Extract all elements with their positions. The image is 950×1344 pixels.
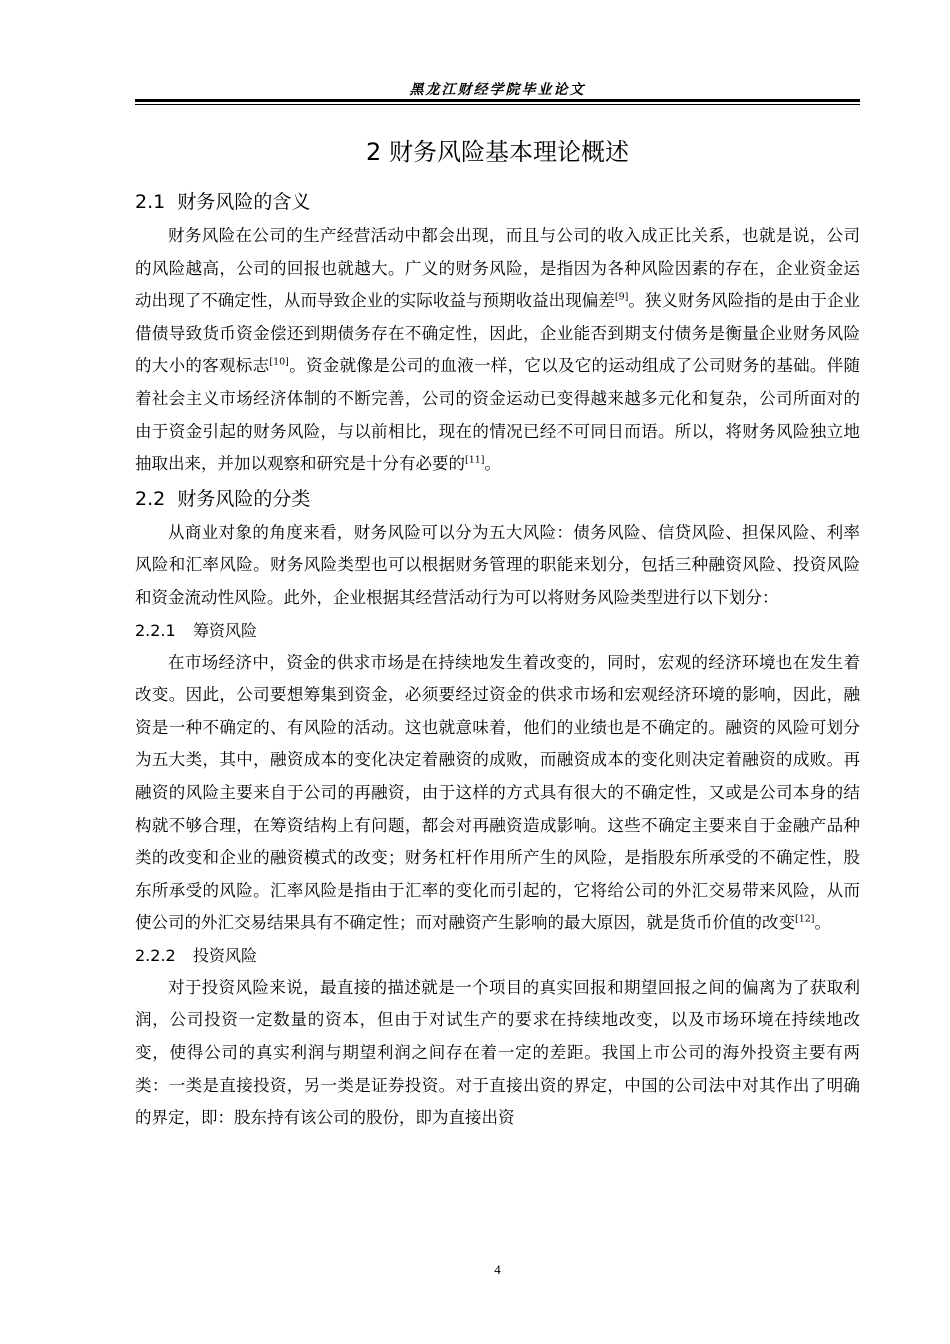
header-rule-thin	[135, 104, 860, 105]
section-title: 财务风险的分类	[177, 487, 311, 510]
citation: [12]	[795, 913, 815, 925]
paragraph-text: 。	[484, 454, 502, 474]
subsection-title: 投资风险	[193, 945, 258, 965]
paragraph-text: 。	[814, 913, 832, 933]
subsection-number: 2.2.2	[135, 945, 176, 965]
header-rule-thick	[135, 99, 860, 102]
subsection-title: 筹资风险	[193, 620, 258, 640]
citation: [10]	[269, 356, 289, 368]
page-body	[135, 130, 860, 1135]
subsection-heading-2-2-2	[135, 940, 860, 972]
subsection-heading-2-2-1	[135, 615, 860, 647]
paragraph-text: 。狭义财务风险指的是由于企业借债导致货币资金偿还到期债务存在不确定性，因此，企业能否到期支付债务是衡量企业财务风险的大小的客观标志	[135, 291, 861, 376]
citation: [9]	[614, 291, 629, 303]
paragraph-text: 。资金就像是公司的血液一样，它以及它的运动组成了公司财务的基础。伴随着社会主义市场经济体制的不断完善，公司的资金运动已变得越来越多元化和复杂，公司所面对的由于资金引起的财务风险，与以前相比，现在的情况已经不可同日而语。所以，将财务风险独立地抽取出来，并加以观察和研究是十分有必要的	[135, 356, 861, 474]
chapter-title: 2 财务风险基本理论概述	[366, 138, 629, 166]
paragraph-2-2: 从商业对象的角度来看，财务风险可以分为五大风险：债务风险、信贷风险、担保风险、利率风险和汇率风险。财务风险类型也可以根据财务管理的职能来划分，包括三种融资风险、投资风险和资金流动性风险。此外，企业根据其经营活动行为可以将财务风险类型进行以下划分：	[135, 522, 860, 607]
section-number: 2.2	[135, 487, 166, 510]
section-heading-2-1	[135, 184, 860, 220]
paragraph-2-2-1	[135, 647, 860, 940]
paragraph-text: 财务风险在公司的生产经营活动中都会出现，而且与公司的收入成正比关系，也就是说，公司的风险越高，公司的回报也就越大。广义的财务风险，是指因为各种风险因素的存在，企业资金运动出现了不确定性，从而导致企业的实际收益与预期收益出现偏差	[135, 226, 860, 311]
section-title: 财务风险的含义	[177, 191, 311, 213]
page-number: 4	[494, 1262, 501, 1277]
paragraph-text: 在市场经济中，资金的供求市场是在持续地发生着改变的，同时，宏观的经济环境也在发生着改变。因此，公司要想筹集到资金，必须要经过资金的供求市场和宏观经济环境的影响，因此，融资是一种不确定的、有风险的活动。这也就意味着，他们的业绩也是不确定的。融资的风险可划分为五大类，其中，融资成本的变化决定着融资的成败，而融资成本的变化则决定着融资的成败。再融资的风险主要来自于公司的再融资，由于这样的方式具有很大的不确定性，又或是公司本身的结构就不够合理，在筹资结构上有问题，都会对再融资造成影响。这些不确定主要来自于金融产品种类的改变和企业的融资模式的改变；财务杠杆作用所产生的风险，是指股东所承受的不确定性，股东所承受的风险。汇率风险是指由于汇率的变化而引起的，它将给公司的外汇交易带来风险，从而使公司的外汇交易结果具有不确定性；而对融资产生影响的最大原因，就是货币价值的改变	[135, 652, 860, 933]
subsection-number: 2.2.1	[135, 620, 176, 640]
paragraph-2-2-2: 对于投资风险来说，最直接的描述就是一个项目的真实回报和期望回报之间的偏离为了获取利润，公司投资一定数量的资本，但由于对试生产的要求在持续地改变，以及市场环境在持续地改变，使得公司的真实利润与期望利润之间存在着一定的差距。我国上市公司的海外投资主要有两类：一类是直接投资，另一类是证券投资。对于直接出资的界定，中国的公司法中对其作出了明确的界定，即：股东持有该公司的股份，即为直接出资	[135, 977, 860, 1128]
running-header: 黑龙江财经学院毕业论文	[409, 82, 586, 98]
section-heading-2-2	[135, 481, 860, 517]
section-number: 2.1	[135, 191, 166, 213]
paragraph-2-1	[135, 220, 860, 481]
citation: [11]	[465, 454, 485, 466]
